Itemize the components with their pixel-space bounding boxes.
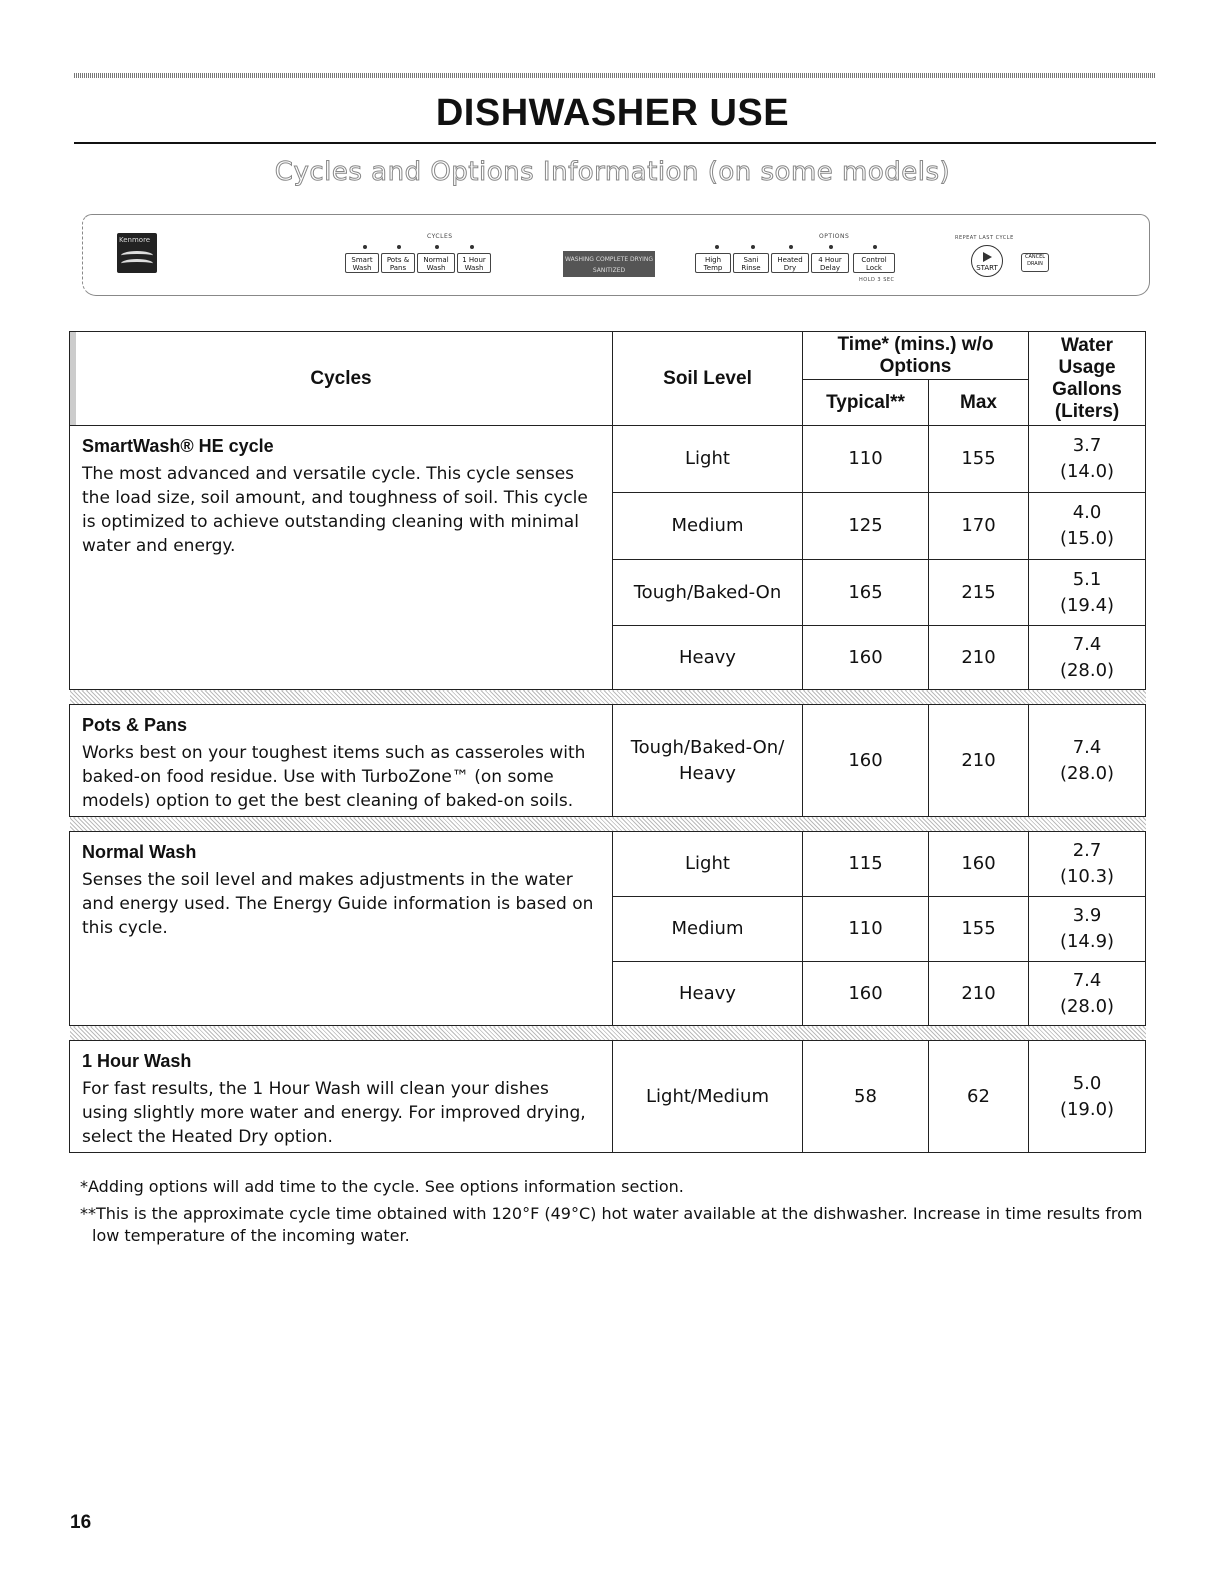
- cycle-name: Pots & Pans: [82, 715, 188, 735]
- row-separator: [70, 817, 1146, 832]
- cycle-description-smartwash: [70, 426, 613, 690]
- start-button: START: [971, 245, 1003, 277]
- max-cell: 62: [929, 1041, 1029, 1153]
- heated-dry-button: Heated Dry: [771, 253, 809, 273]
- max-cell: 155: [929, 897, 1029, 962]
- typical-cell: 110: [803, 426, 929, 493]
- soil-cell: Medium: [613, 493, 803, 560]
- cycle-description-one-hour-wash: [70, 1041, 613, 1153]
- soil-cell: Light/Medium: [613, 1041, 803, 1153]
- options-group-label: OPTIONS: [819, 233, 850, 240]
- water-cell: 7.4 (28.0): [1029, 962, 1146, 1026]
- status-display: WASHING COMPLETE DRYING SANITIZED: [563, 251, 655, 277]
- title-rule: [74, 142, 1156, 144]
- header-water-usage: Water Usage Gallons (Liters): [1029, 332, 1146, 426]
- cycle-description-pots-pans: [70, 705, 613, 817]
- cancel-drain-button: CANCEL DRAIN: [1021, 253, 1049, 272]
- water-cell: 5.0 (19.0): [1029, 1041, 1146, 1153]
- page-title: DISHWASHER USE: [435, 92, 790, 134]
- cycle-name: Normal Wash: [82, 842, 197, 862]
- typical-cell: 110: [803, 897, 929, 962]
- typical-cell: 165: [803, 560, 929, 626]
- water-cell: 3.7 (14.0): [1029, 426, 1146, 493]
- typical-cell: 115: [803, 832, 929, 897]
- page-number: 16: [70, 1512, 92, 1533]
- sani-rinse-button: Sani Rinse: [733, 253, 769, 273]
- kenmore-logo: [117, 233, 157, 273]
- soil-cell: Heavy: [613, 962, 803, 1026]
- play-icon: [983, 252, 992, 262]
- soil-cell: Light: [613, 426, 803, 493]
- cycle-name: SmartWash® HE cycle: [82, 436, 274, 456]
- max-cell: 215: [929, 560, 1029, 626]
- top-dotted-rule: [74, 73, 1156, 78]
- row-separator: [70, 690, 1146, 705]
- typical-cell: 160: [803, 705, 929, 817]
- water-cell: 7.4 (28.0): [1029, 626, 1146, 690]
- soil-cell: Tough/Baked-On: [613, 560, 803, 626]
- cycles-group-label: CYCLES: [427, 233, 453, 240]
- cycle-desc: Works best on your toughest items such as casseroles with baked-on food residue. Use with TurboZone™ (on some models) option to get the best cleaning of baked-on soils.: [82, 743, 586, 811]
- water-cell: 4.0 (15.0): [1029, 493, 1146, 560]
- typical-cell: 160: [803, 962, 929, 1026]
- control-panel-illustration: [82, 214, 1150, 296]
- cycle-desc: Senses the soil level and makes adjustments in the water and energy used. The Energy Guide information is based on this cycle.: [82, 870, 594, 938]
- header-typical: Typical**: [803, 380, 929, 426]
- header-cycles: Cycles: [70, 332, 613, 426]
- max-cell: 210: [929, 626, 1029, 690]
- cycle-desc: The most advanced and versatile cycle. This cycle senses the load size, soil amount, and toughness of soil. This cycle is optimized to achieve outstanding cleaning with minimal water and energy.: [82, 464, 588, 556]
- max-cell: 155: [929, 426, 1029, 493]
- max-cell: 210: [929, 962, 1029, 1026]
- header-time: Time* (mins.) w/o Options: [803, 332, 1029, 380]
- hold-label: HOLD 3 SEC: [859, 277, 895, 283]
- normal-wash-button: Normal Wash: [417, 253, 455, 273]
- water-cell: 3.9 (14.9): [1029, 897, 1146, 962]
- high-temp-button: High Temp: [695, 253, 731, 273]
- typical-cell: 125: [803, 493, 929, 560]
- footnote-options: *Adding options will add time to the cycle. See options information section.: [80, 1177, 684, 1196]
- water-cell: 5.1 (19.4): [1029, 560, 1146, 626]
- control-lock-button: Control Lock: [853, 253, 895, 273]
- soil-cell: Heavy: [613, 626, 803, 690]
- repeat-last-cycle-label: REPEAT LAST CYCLE: [955, 235, 1014, 241]
- typical-cell: 160: [803, 626, 929, 690]
- footnote-cycle-time: **This is the approximate cycle time obtained with 120°F (49°C) hot water available at the dishwasher. Increase in time results from low temperature of the incoming water.: [80, 1204, 1143, 1245]
- max-cell: 210: [929, 705, 1029, 817]
- cycle-name: 1 Hour Wash: [82, 1051, 192, 1071]
- soil-cell: Tough/Baked-On/ Heavy: [613, 705, 803, 817]
- cycles-table: [69, 331, 1146, 1153]
- soil-cell: Light: [613, 832, 803, 897]
- smart-wash-button: Smart Wash: [345, 253, 379, 273]
- one-hour-wash-button: 1 Hour Wash: [457, 253, 491, 273]
- cycle-desc: For fast results, the 1 Hour Wash will clean your dishes using slightly more water and energy. For improved drying, select the Heated Dry option.: [82, 1079, 586, 1147]
- cycle-description-normal-wash: [70, 832, 613, 1026]
- water-cell: 7.4 (28.0): [1029, 705, 1146, 817]
- pots-pans-button: Pots & Pans: [381, 253, 415, 273]
- water-cell: 2.7 (10.3): [1029, 832, 1146, 897]
- header-max: Max: [929, 380, 1029, 426]
- four-hour-delay-button: 4 Hour Delay: [811, 253, 849, 273]
- row-separator: [70, 1026, 1146, 1041]
- header-soil-level: Soil Level: [613, 332, 803, 426]
- soil-cell: Medium: [613, 897, 803, 962]
- typical-cell: 58: [803, 1041, 929, 1153]
- max-cell: 170: [929, 493, 1029, 560]
- section-subtitle: Cycles and Options Information (on some models): [274, 157, 951, 187]
- brand-label: Kenmore: [119, 236, 151, 244]
- max-cell: 160: [929, 832, 1029, 897]
